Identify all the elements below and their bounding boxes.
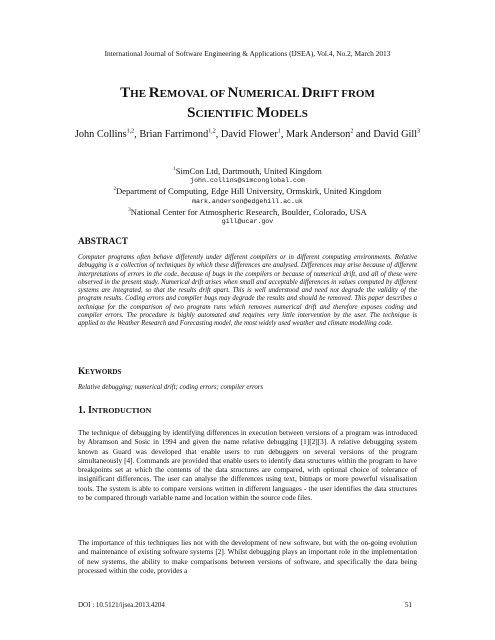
author-list (70, 126, 425, 141)
affiliation-name: $^3$National Center for Atmospheric Research, Boulder, Colorado, USA (128, 206, 367, 217)
affiliation (60, 165, 435, 185)
title-line-2 (60, 104, 435, 124)
title-word: NUMERICAL (227, 85, 302, 101)
affiliation-list (60, 165, 435, 226)
keywords-text: Relative debugging; numerical drift; coding errors; compiler errors (78, 384, 264, 391)
title-word: REMOVAL OF (148, 85, 228, 101)
introduction-heading: 1. INTRODUCTION (78, 405, 152, 416)
title-line-1 (60, 84, 435, 104)
title-word: DRIFT FROM (301, 85, 375, 101)
author: David Flower$^1$, (220, 129, 286, 141)
author: Mark Anderson$^2$ and (285, 129, 374, 141)
affiliation-name: $^2$Department of Computing, Edge Hill University, Ormskirk, United Kingdom (113, 186, 382, 197)
title-word: SCIENTIFIC (187, 105, 257, 121)
affiliation-email[interactable]: mark.anderson@edgehill.ac.uk (192, 197, 303, 205)
journal-header: International Journal of Software Engineering & Applications (IJSEA), Vol.4, No.2, March 2013 (104, 49, 391, 58)
intro-paragraph-2: The importance of this techniques lies not with the development of new software, but with the on-going evolution and maintenance of existing software systems [2]. Whilst debugging plays an important role in the implementation of new systems, the ability to make comparisons between versions of software, and specifically the data being processed within the code, provides a (78, 538, 417, 575)
affiliation (60, 185, 435, 205)
affiliation (60, 206, 435, 226)
title-word: THE (120, 85, 149, 101)
paper-title (60, 84, 435, 124)
abstract-text: Computer programs often behave differently under different compilers or in different computing environments. Relative debugging is a collection of techniques by which these differences are analysed. Differences may arise because of different interpretations of errors in the code, because of bugs in the compilers or because of numerical drift, and all of these were observed in the present study. Numerical drift arises when small and acceptable differences in values computed by different systems are integrated, so that the results drift apart. This is well understood and need not degrade the validity of the program results. Coding errors and compiler bugs may degrade the results and should be removed. This paper describes a technique for the comparison of two program runs which removes numerical drift and therefore exposes coding and compiler errors. The procedure is highly automated and requires very little intervention by the user. The technique is applied to the Weather Research and Forecasting model, the most widely used weather and climate modelling code. (78, 254, 417, 328)
affiliation-name: $^1$SimCon Ltd, Dartmouth, United Kingdom (173, 165, 322, 176)
abstract-heading: ABSTRACT (78, 236, 129, 246)
author: John Collins$^{1,2}$, (74, 129, 140, 141)
keywords-heading: KEYWORDS (78, 366, 122, 376)
affiliation-email[interactable]: gill@ucar.gov (221, 218, 274, 226)
author: David Gill$^3$ (373, 129, 421, 141)
intro-paragraph-1: The technique of debugging by identifying differences in execution between versions of a program was introduced by Abramson and Sosic in 1994 and given the name relative debugging [1][2][3]. A relative debugging system known as Guard was developed that enable users to run debuggers on several versions of the program simultaneously [4]. Commands are provided that enable users to identify data structures within the program to have breakpoints set at which the contents of the data structures are compared, with optional choice of tolerance of insignificant differences. The user can analyse the differences using text, bitmaps or more powerful visualisation tools. The system is able to compare versions written in different languages - the user identifies the data structures to be compared through variable name and location within the source code files. (78, 428, 417, 503)
footer-page-number: 51 (405, 601, 412, 609)
author: Brian Farrimond$^{1,2}$, (139, 129, 221, 141)
title-word: MODELS (256, 105, 308, 121)
affiliation-email[interactable]: john.collins@simconglobal.com (190, 177, 305, 185)
footer-doi[interactable]: DOI : 10.5121/ijsea.2013.4204 (78, 601, 165, 609)
